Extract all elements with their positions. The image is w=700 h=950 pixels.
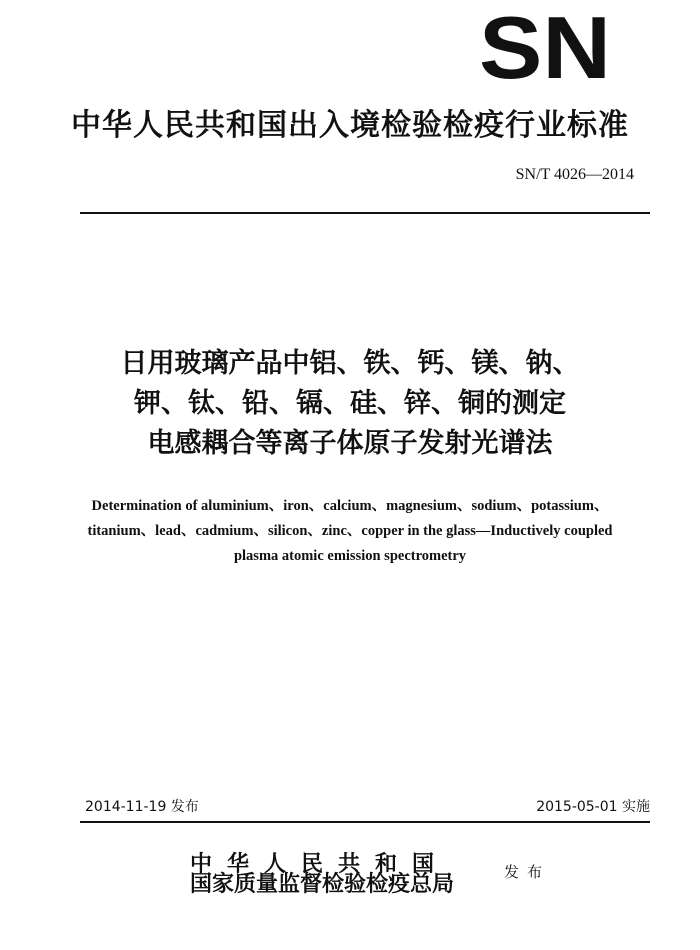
document-title-cn-line2: 钾、钛、铅、镉、硅、锌、铜的测定 — [134, 388, 566, 419]
top-divider — [80, 212, 650, 214]
standard-category-title: 中华人民共和国出入境检验检疫行业标准 — [71, 108, 629, 143]
standard-number: SN/T 4026—2014 — [515, 166, 634, 183]
publisher-name-line2: 国家质量监督检验检疫总局 — [190, 871, 455, 897]
sn-logo-text: SN — [479, 12, 611, 82]
document-title-en-line3: plasma atomic emission spectrometry — [233, 548, 467, 564]
effective-date: 2015-05-01 实施 — [536, 799, 650, 815]
publisher-name-line1: 中华人民共和国 — [190, 851, 450, 877]
sn-logo — [478, 12, 613, 82]
document-title-en — [40, 494, 660, 569]
document-title-en-line1: Determination of aluminium、iron、calcium、magnesium、sodium、potassium、 — [91, 498, 609, 514]
publish-label: 发布 — [504, 863, 551, 881]
document-title-cn-line3: 电感耦合等离子体原子发射光谱法 — [147, 428, 553, 459]
bottom-divider — [80, 821, 650, 823]
sn-logo-graphic — [478, 12, 613, 82]
issue-date: 2014-11-19 发布 — [85, 799, 199, 815]
document-title-cn — [0, 344, 700, 464]
document-title-cn-line1: 日用玻璃产品中铝、铁、钙、镁、钠、 — [120, 348, 580, 379]
document-title-en-line2: titanium、lead、cadmium、silicon、zinc、copper in the glass—Inductively coupled — [87, 523, 613, 539]
